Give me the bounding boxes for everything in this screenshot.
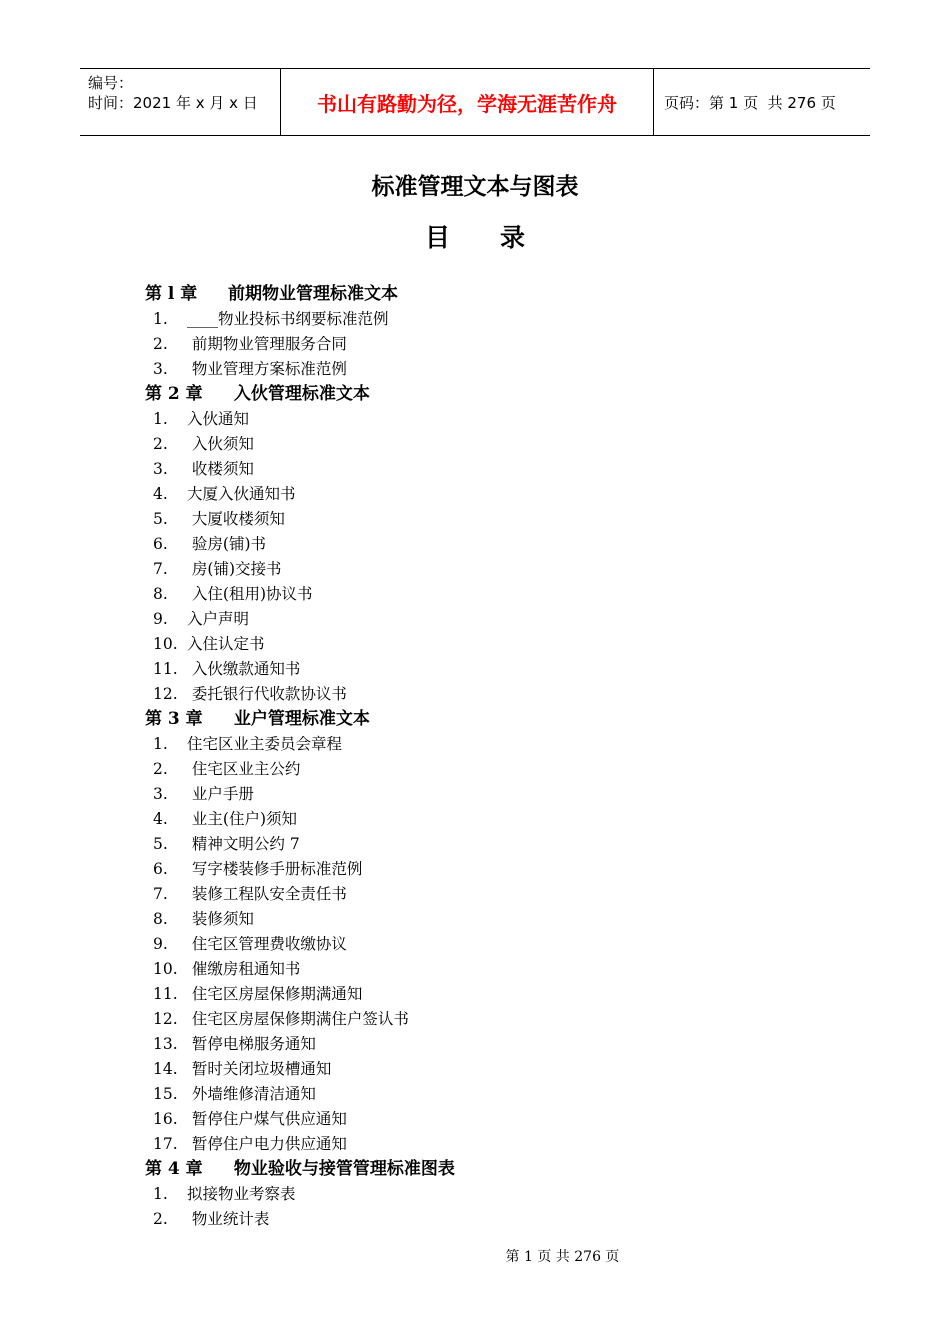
header-motto: 书山有路勤为径，学海无涯苦作舟 [281, 69, 654, 135]
toc-item [145, 1132, 845, 1157]
toc-heading-char-1: 目 [424, 223, 450, 252]
chapter-number: 第 3 章 [145, 709, 203, 729]
toc-item-text: 住宅区房屋保修期满通知 [187, 985, 363, 1003]
toc-item-number: 2. [153, 335, 168, 353]
chapter-heading [145, 707, 845, 732]
toc-item-text: 写字楼装修手册标准范例 [187, 860, 363, 878]
document-title: 标准管理文本与图表 [371, 174, 579, 200]
toc-item-number: 3. [153, 360, 168, 378]
toc-item-text: 业户手册 [187, 785, 254, 803]
toc-item-number: 6. [153, 535, 168, 553]
toc-heading-char-2: 录 [500, 223, 526, 252]
toc-item [145, 807, 845, 832]
toc-item [145, 1082, 845, 1107]
toc-item [145, 732, 845, 757]
toc-item-text: 暂时关闭垃圾槽通知 [187, 1060, 332, 1078]
toc-item [145, 757, 845, 782]
toc-item [145, 407, 845, 432]
toc-item [145, 832, 845, 857]
toc-item-text: 住宅区房屋保修期满住户签认书 [187, 1010, 409, 1028]
toc-item-text: 入伙通知 [187, 410, 250, 428]
toc-item-number: 4. [153, 810, 168, 828]
toc-item [145, 782, 845, 807]
toc-item [145, 1032, 845, 1057]
toc-item [145, 1182, 845, 1207]
header-meta [80, 69, 281, 135]
toc-item-number: 4. [153, 485, 168, 503]
toc-item-text: 物业统计表 [187, 1210, 270, 1228]
toc-item-number: 12. [153, 685, 178, 703]
toc-item-number: 2. [153, 435, 168, 453]
toc-item-text: 暂停住户煤气供应通知 [187, 1110, 347, 1128]
chapter-number: 第 2 章 [145, 384, 203, 404]
toc-item-text: 住宅区管理费收缴协议 [187, 935, 347, 953]
toc-item-text: 收楼须知 [187, 460, 254, 478]
toc-item-text: 拟接物业考察表 [187, 1185, 296, 1203]
number-label: 编号： [88, 74, 134, 92]
toc-item [145, 482, 845, 507]
toc-item [145, 957, 845, 982]
toc-item-text: 住宅区业主委员会章程 [187, 735, 343, 753]
toc-item-number: 11. [153, 660, 178, 678]
toc-item-number: 10. [153, 960, 178, 978]
toc-item-number: 8. [153, 910, 168, 928]
toc-item-number: 2. [153, 760, 168, 778]
chapter-heading [145, 1157, 845, 1182]
toc-item [145, 857, 845, 882]
chapter-number: 第 l 章 [145, 284, 198, 304]
toc-item-number: 1. [153, 310, 168, 328]
toc-item [145, 1057, 845, 1082]
toc-item-text: 入伙缴款通知书 [187, 660, 301, 678]
toc-item [145, 632, 845, 657]
chapter-title: 前期物业管理标准文本 [228, 284, 398, 304]
toc-item-number: 3. [153, 460, 168, 478]
toc-item-text: 大厦入伙通知书 [187, 485, 296, 503]
toc-item [145, 507, 845, 532]
toc-item [145, 682, 845, 707]
toc-item [145, 557, 845, 582]
toc-item-number: 1. [153, 1185, 168, 1203]
toc-item [145, 607, 845, 632]
table-of-contents [145, 282, 845, 1232]
toc-heading [0, 218, 950, 254]
toc-item-text: 物业管理方案标准范例 [187, 360, 347, 378]
toc-item [145, 582, 845, 607]
toc-item-number: 7. [153, 885, 168, 903]
toc-item [145, 882, 845, 907]
toc-item-text: 入住认定书 [187, 635, 265, 653]
toc-item [145, 907, 845, 932]
toc-item-text: 房(铺)交接书 [187, 560, 282, 578]
page-footer: 第 1 页 共 276 页 [505, 1249, 620, 1265]
time-label: 时间：2021 年 x 月 x 日 [88, 94, 258, 112]
toc-item [145, 982, 845, 1007]
toc-item-text: 大厦收楼须知 [187, 510, 285, 528]
toc-item-number: 1. [153, 410, 168, 428]
toc-item-number: 15. [153, 1085, 178, 1103]
chapter-heading [145, 382, 845, 407]
header-page-info [654, 69, 870, 135]
chapter-number: 第 4 章 [145, 1159, 203, 1179]
chapter-title: 业户管理标准文本 [228, 709, 370, 729]
toc-item-text: 委托银行代收款协议书 [187, 685, 347, 703]
toc-item [145, 357, 845, 382]
toc-item-number: 14. [153, 1060, 178, 1078]
toc-item-text: 业主(住户)须知 [187, 810, 298, 828]
toc-item-text: 前期物业管理服务合同 [187, 335, 347, 353]
toc-item-text: 住宅区业主公约 [187, 760, 301, 778]
toc-item [145, 432, 845, 457]
toc-item [145, 1107, 845, 1132]
chapter-title: 物业验收与接管管理标准图表 [228, 1159, 455, 1179]
toc-item-text: 精神文明公约 7 [187, 835, 300, 853]
toc-item-number: 13. [153, 1035, 178, 1053]
toc-item [145, 1207, 845, 1232]
toc-item-number: 5. [153, 510, 168, 528]
page-header [80, 68, 870, 136]
toc-item-text: 入住(租用)协议书 [187, 585, 313, 603]
toc-item-number: 7. [153, 560, 168, 578]
toc-item-text: 暂停住户电力供应通知 [187, 1135, 347, 1153]
toc-item-text: 入户声明 [187, 610, 250, 628]
toc-item-number: 9. [153, 935, 168, 953]
page-info-text: 页码：第 1 页 共 276 页 [664, 93, 836, 112]
toc-item-number: 10. [153, 635, 178, 653]
toc-item [145, 532, 845, 557]
toc-item-number: 8. [153, 585, 168, 603]
toc-item-number: 17. [153, 1135, 178, 1153]
toc-item [145, 307, 845, 332]
toc-item [145, 457, 845, 482]
chapter-heading [145, 282, 845, 307]
toc-item-number: 16. [153, 1110, 178, 1128]
toc-item-text: 验房(铺)书 [187, 535, 267, 553]
toc-item-number: 1. [153, 735, 168, 753]
toc-item [145, 332, 845, 357]
toc-item [145, 657, 845, 682]
toc-item-number: 11. [153, 985, 178, 1003]
toc-item-number: 5. [153, 835, 168, 853]
toc-item [145, 932, 845, 957]
toc-item-number: 12. [153, 1010, 178, 1028]
toc-item-text: 催缴房租通知书 [187, 960, 301, 978]
toc-item-text: 装修须知 [187, 910, 254, 928]
toc-item-text: 暂停电梯服务通知 [187, 1035, 316, 1053]
toc-item-number: 3. [153, 785, 168, 803]
toc-item-number: 2. [153, 1210, 168, 1228]
toc-item-text: 外墙维修清洁通知 [187, 1085, 316, 1103]
toc-item-text: 入伙须知 [187, 435, 254, 453]
toc-item-number: 9. [153, 610, 168, 628]
toc-item-number: 6. [153, 860, 168, 878]
chapter-title: 入伙管理标准文本 [228, 384, 370, 404]
toc-item-text: 装修工程队安全责任书 [187, 885, 347, 903]
toc-item [145, 1007, 845, 1032]
toc-item-text: ____物业投标书纲要标准范例 [187, 310, 389, 328]
